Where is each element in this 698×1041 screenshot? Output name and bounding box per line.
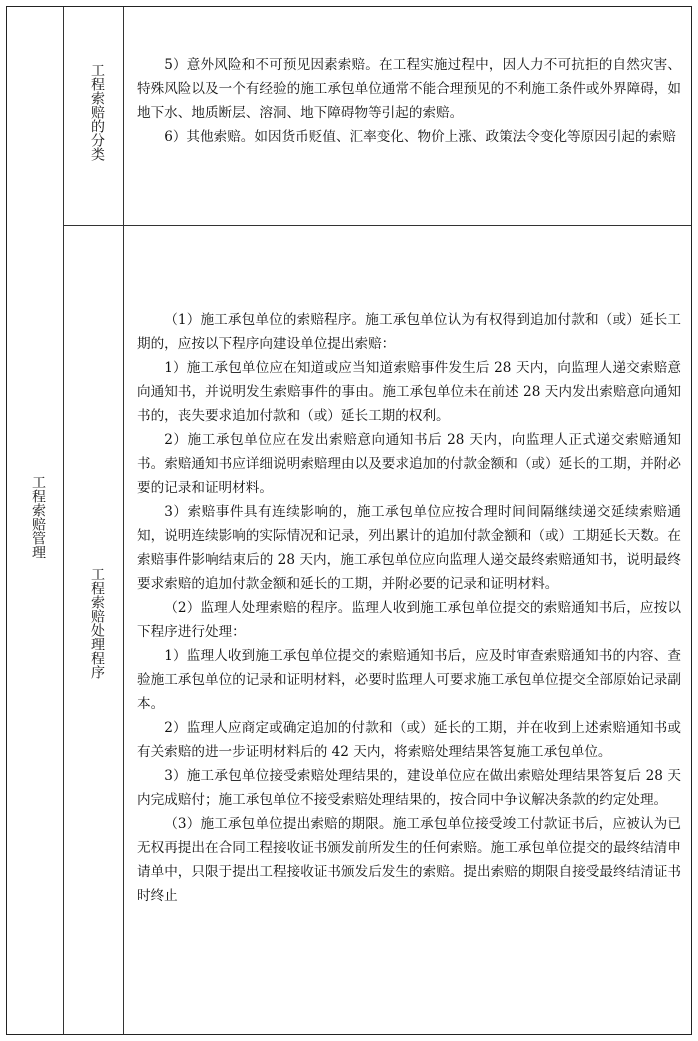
paragraph: 5）意外风险和不可预见因素索赔。在工程实施过程中，因人力不可抗拒的自然灾害、特殊风险以及一个有经验的施工承包单位通常不能合理预见的不利施工条件或外界障碍，如地下水、地质断层、溶洞、地下障碍物等引起的索赔。 <box>137 57 681 121</box>
paragraph: 1）施工承包单位应在知道或应当知道索赔事件发生后 28 天内，向监理人递交索赔意向通知书，并说明发生索赔事件的事由。施工承包单位未在前述 28 天内发出索赔意向通知书的，丧失要求追加付款和（或）延长工期的权利。 <box>137 360 681 424</box>
paragraph: 2）施工承包单位应在发出索赔意向通知书后 28 天内，向监理人正式递交索赔通知书。索赔通知书应详细说明索赔理由以及要求追加的付款金额和（或）延长的工期，并附必要的记录和证明材料。 <box>137 432 681 496</box>
claims-table <box>6 6 692 1035</box>
paragraph: 6）其他索赔。如因货币贬值、汇率变化、物价上涨、政策法令变化等原因引起的索赔 <box>164 129 676 145</box>
paragraph: （2）监理人处理索赔的程序。监理人收到施工承包单位提交的索赔通知书后，应按以下程序进行处理： <box>137 600 681 640</box>
row-divider <box>64 225 691 226</box>
paragraph: 1）监理人收到施工承包单位提交的索赔通知书后，应及时审查索赔通知书的内容、查验施工承包单位的记录和证明材料，必要时监理人可要求施工承包单位提交全部原始记录副本。 <box>137 648 681 712</box>
section-label: 工程索赔管理 <box>30 475 46 559</box>
paragraph: （3）施工承包单位提出索赔的期限。施工承包单位接受竣工付款证书后，应被认为已无权再提出在合同工程接收证书颁发前所发生的任何索赔。施工承包单位提交的最终结清申请单中，只限于提出工程接收证书颁发后发生的索赔。提出索赔的期限自接受最终结清证书时终止 <box>137 816 681 904</box>
column-divider-1 <box>63 7 64 1034</box>
paragraph: （1）施工承包单位的索赔程序。施工承包单位认为有权得到追加付款和（或）延长工期的，应按以下程序向建设单位提出索赔： <box>137 312 681 352</box>
paragraph: 3）索赔事件具有连续影响的，施工承包单位应按合理时间间隔继续递交延续索赔通知，说明连续影响的实际情况和记录，列出累计的追加付款金额和（或）工期延长天数。在索赔事件影响结束后的 28 天内，施工承包单位应向监理人递交最终索赔通知书，说明最终要求索赔的追加付款金额和延长的工期，并附必要的记录和证明材料。 <box>137 504 681 592</box>
paragraph: 3）施工承包单位接受索赔处理结果的，建设单位应在做出索赔处理结果答复后 28 天内完成赔付；施工承包单位不接受索赔处理结果的，按合同中争议解决条款的约定处理。 <box>137 768 681 808</box>
row-content-classification <box>137 53 681 149</box>
row-content-procedure <box>137 308 681 908</box>
paragraph: 2）监理人应商定或确定追加的付款和（或）延长的工期，并在收到上述索赔通知书或有关索赔的进一步证明材料后的 42 天内，将索赔处理结果答复施工承包单位。 <box>137 720 681 760</box>
row-label-classification: 工程索赔的分类 <box>89 63 105 161</box>
row-label-procedure: 工程索赔处理程序 <box>89 567 105 679</box>
column-divider-2 <box>123 7 124 1034</box>
